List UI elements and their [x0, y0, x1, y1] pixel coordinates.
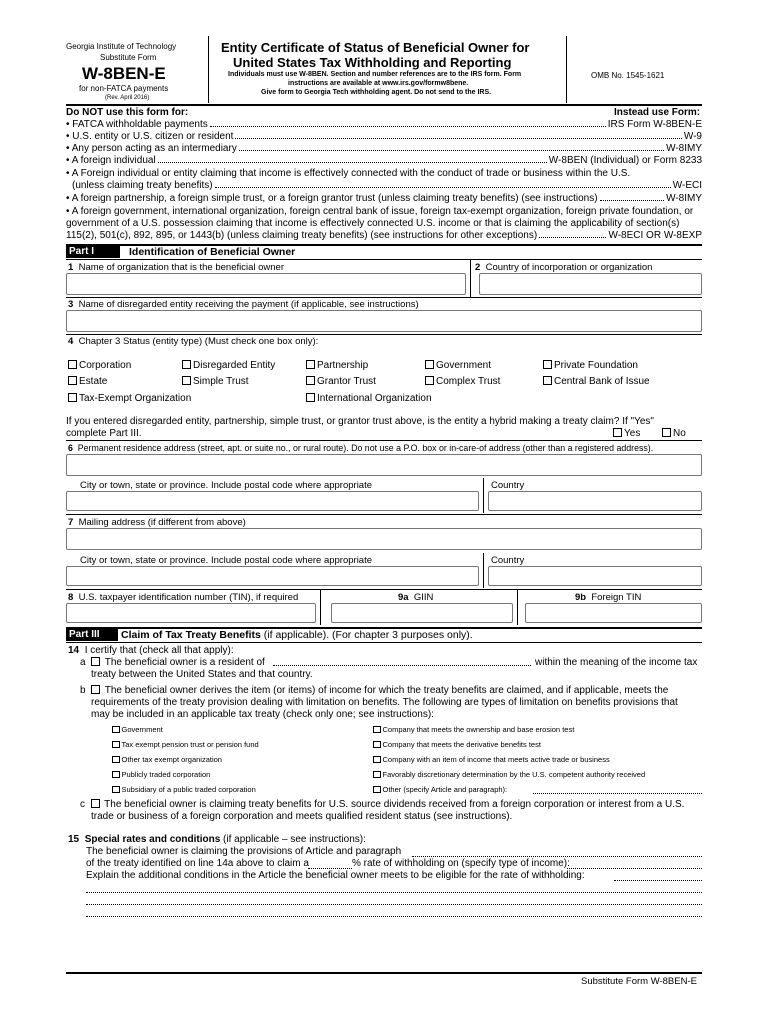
line14b-line2: requirements of the treaty provision dealing with limitation on benefits. The following are types of limitation on benefits provisions that: [91, 697, 678, 708]
part3-title: [121, 629, 473, 641]
hybrid-question-line2: complete Part III.: [66, 428, 142, 439]
donot-row-text: • U.S. entity or U.S. citizen or resident: [66, 131, 234, 142]
country-field[interactable]: [488, 491, 702, 511]
checkbox[interactable]: [425, 376, 434, 385]
part3-label: Part III: [66, 628, 118, 641]
country-label: Country: [491, 480, 525, 491]
checkbox[interactable]: [306, 393, 315, 402]
mailing-address-field[interactable]: [66, 528, 702, 550]
part3-title-bold: Claim of Tax Treaty Benefits: [121, 629, 261, 641]
lob-label: Company with an item of income that meets active trade or business: [382, 755, 610, 764]
income-type-field[interactable]: [567, 868, 702, 869]
footer-form-name: Substitute Form W-8BEN-E: [581, 976, 697, 987]
line-number: 2: [475, 262, 481, 273]
line-text: Foreign TIN: [591, 592, 642, 603]
form-subtitle-3: Give form to Georgia Tech withholding agent. Do not send to the IRS.: [261, 89, 492, 96]
status-label: Estate: [79, 376, 108, 387]
lob-label: Subsidiary of a public traded corporation: [121, 785, 256, 794]
instead-use-heading: Instead use Form:: [614, 107, 701, 118]
checkbox[interactable]: [68, 393, 77, 402]
line-number: 15: [68, 834, 80, 845]
line-text: I certify that (check all that apply):: [84, 645, 234, 656]
line-text: Permanent residence address (street, apt. or suite no., or rural route). Do not use a P.O. box or in-care-of address (other than a registered address).: [77, 443, 654, 453]
part1-label: Part I: [66, 245, 120, 258]
substitute-label: Substitute Form: [100, 53, 157, 62]
donot-row-form: IRS Form W-8BEN-E: [607, 119, 702, 130]
donot-row-form: W-9: [683, 131, 702, 142]
item-text: The beneficial owner is claiming treaty benefits for U.S. source dividends received from a foreign corporation or interest from a U.S.: [104, 799, 685, 810]
donot-row-text: • FATCA withholdable payments: [66, 119, 208, 130]
line4-label: [68, 336, 318, 347]
checkbox[interactable]: [373, 771, 381, 779]
omb-number: OMB No. 1545-1621: [591, 71, 665, 80]
disregarded-entity-field[interactable]: [66, 310, 702, 332]
permanent-address-field[interactable]: [66, 454, 702, 476]
checkbox[interactable]: [112, 756, 120, 764]
city-field[interactable]: [66, 491, 479, 511]
line-text: U.S. taxpayer identification number (TIN), if required: [78, 592, 299, 603]
status-label: Grantor Trust: [317, 376, 376, 387]
item-letter: c: [80, 799, 85, 810]
conditions-field-4[interactable]: [86, 916, 702, 917]
donot-row-text: • Any person acting as an intermediary: [66, 143, 237, 154]
line-text: Name of disregarded entity receiving the payment (if applicable, see instructions): [78, 299, 419, 310]
status-label: Complex Trust: [436, 376, 501, 387]
line-number: 1: [68, 262, 74, 273]
lob-label: Other tax exempt organization: [121, 755, 222, 764]
status-label: Private Foundation: [554, 360, 638, 371]
line6-label: [68, 443, 653, 453]
donot-gov-line1: • A foreign government, international organization, foreign central bank of issue, foreign tax-exempt organization, foreign private foundation, or: [66, 206, 694, 217]
org-name: Georgia Institute of Technology: [66, 42, 177, 51]
conditions-field-3[interactable]: [86, 904, 702, 905]
hybrid-no[interactable]: [662, 428, 686, 439]
checkbox[interactable]: [373, 756, 381, 764]
donot-row-eci: [72, 180, 702, 191]
line-number: 6: [68, 443, 73, 453]
donot-row-individual: [66, 155, 702, 166]
org-name-field[interactable]: [66, 273, 466, 295]
checkbox[interactable]: [182, 360, 191, 369]
lob-label: Company that meets the ownership and base erosion test: [382, 725, 575, 734]
revision-date: (Rev. April 2016): [105, 95, 150, 101]
lob-pension[interactable]: [112, 740, 259, 749]
lob-label: Government: [121, 725, 163, 734]
line15-bold: Special rates and conditions: [84, 834, 221, 845]
country-label: Country: [491, 555, 525, 566]
donot-row-gov: [66, 230, 702, 241]
us-tin-field[interactable]: [66, 603, 316, 623]
line14a-tail: within the meaning of the income tax: [535, 657, 698, 668]
line15-text2a: of the treaty identified on line 14a above to claim a: [86, 858, 309, 869]
hybrid-question-line1: If you entered disregarded entity, partnership, simple trust, or grantor trust above, is the entity a hybrid making a treaty claim? If "Yes": [66, 416, 654, 427]
donot-row-intermediary: [66, 143, 702, 154]
checkbox[interactable]: [425, 360, 434, 369]
checkbox[interactable]: [112, 741, 120, 749]
line14b-line3: may be included in an applicable tax treaty (check only one; see instructions):: [91, 709, 434, 720]
lob-label: Favorably discretionary determination by the U.S. competent authority received: [382, 770, 646, 779]
hybrid-yes[interactable]: [613, 428, 640, 439]
donot-row-text: 115(2), 501(c), 892, 895, or 1443(b) (unless claiming treaty benefits) (see instructions for other exceptions): [66, 230, 538, 241]
line9a-label: [398, 592, 433, 603]
line15-text1: The beneficial owner is claiming the provisions of Article and paragraph: [86, 846, 402, 857]
status-corporation[interactable]: [68, 360, 131, 371]
donot-gov-line2: government of a U.S. possession claiming that income is effectively connected U.S. income or that is claiming the applicability of section(s): [66, 218, 680, 229]
donot-row-form: W-8ECI OR W-8EXP: [608, 230, 702, 241]
checkbox[interactable]: [91, 657, 100, 666]
rate-field[interactable]: [308, 868, 352, 869]
checkbox[interactable]: [543, 376, 552, 385]
line14-label: [68, 645, 234, 656]
country-incorporation-field[interactable]: [479, 273, 702, 295]
status-tax-exempt[interactable]: [68, 393, 191, 404]
line8-label: [68, 592, 298, 603]
line-number: 14: [68, 645, 80, 656]
donot-row-imy: [66, 193, 702, 204]
status-label: Disregarded Entity: [193, 360, 276, 371]
donot-row-form: W-8IMY: [666, 143, 702, 154]
status-government[interactable]: [425, 360, 491, 371]
line-number: 9a: [398, 592, 409, 603]
donot-row-us: [66, 131, 702, 142]
giin-field[interactable]: [331, 603, 513, 623]
part3-title-rest: (if applicable). (For chapter 3 purposes only).: [260, 629, 473, 641]
checkbox[interactable]: [112, 726, 120, 734]
donot-row-form: W-8IMY: [666, 193, 702, 204]
line14b: [80, 685, 668, 696]
status-complex-trust[interactable]: [425, 376, 500, 387]
checkbox[interactable]: [373, 786, 381, 794]
lob-label: Publicly traded corporation: [121, 770, 211, 779]
checkbox[interactable]: [68, 360, 77, 369]
status-label: Central Bank of Issue: [554, 376, 650, 387]
item-letter: b: [80, 685, 86, 696]
lob-publicly-traded[interactable]: [112, 770, 210, 779]
line14a: [80, 657, 265, 668]
line-text: GIIN: [413, 592, 434, 603]
status-disregarded[interactable]: [182, 360, 275, 371]
article-paragraph-field[interactable]: [412, 856, 702, 857]
line14c-line2: trade or business of a foreign corporation and meets qualified resident status (see instructions).: [91, 811, 513, 822]
donot-eci-line1: • A Foreign individual or entity claiming that income is effectively connected with the conduct of trade or business within the U.S.: [66, 168, 631, 179]
line-number: 3: [68, 299, 74, 310]
status-intl-org[interactable]: [306, 393, 432, 404]
line-number: 9b: [575, 592, 587, 603]
foreign-tin-field[interactable]: [525, 603, 702, 623]
status-label: Corporation: [79, 360, 132, 371]
checkbox[interactable]: [68, 376, 77, 385]
donot-row-fatca: [66, 119, 702, 130]
line14c: [80, 799, 684, 810]
part1-title: Identification of Beneficial Owner: [129, 246, 296, 258]
lob-subsidiary[interactable]: [112, 785, 256, 794]
item-text: The beneficial owner derives the item (or items) of income for which the treaty benefits are claimed, and if applicable, meets the: [104, 685, 669, 696]
line7-label: [68, 517, 246, 528]
donot-row-form: W-8BEN (Individual) or Form 8233: [548, 155, 702, 166]
checkbox[interactable]: [91, 799, 100, 808]
line-number: 7: [68, 517, 74, 528]
status-label: Tax-Exempt Organization: [79, 393, 192, 404]
lob-other-tax-exempt[interactable]: [112, 755, 222, 764]
for-non-fatca: for non-FATCA payments: [79, 84, 169, 93]
lob-active-trade[interactable]: [373, 755, 610, 764]
status-partnership[interactable]: [306, 360, 368, 371]
donot-row-text: (unless claiming treaty benefits): [72, 180, 213, 191]
checkbox[interactable]: [112, 786, 120, 794]
lob-label: Tax exempt pension trust or pension fund: [121, 740, 259, 749]
line-number: 8: [68, 592, 74, 603]
checkbox[interactable]: [613, 428, 622, 437]
line14a-line2: treaty between the United States and that country.: [91, 669, 313, 680]
city-label: City or town, state or province. Include postal code where appropriate: [80, 480, 373, 491]
status-label: International Organization: [317, 393, 432, 404]
yes-label: Yes: [624, 428, 641, 439]
donot-row-text: • A foreign partnership, a foreign simple trust, or a foreign grantor trust (unless claiming treaty benefits) (see instructions): [66, 193, 598, 204]
form-subtitle-2: instructions are available at www.irs.gov/formw8bene.: [288, 80, 469, 87]
checkbox[interactable]: [662, 428, 671, 437]
conditions-field-1[interactable]: [614, 880, 702, 881]
line-text: Mailing address (if different from above): [78, 517, 246, 528]
mailing-country-field[interactable]: [488, 566, 702, 586]
status-private-foundation[interactable]: [543, 360, 638, 371]
status-central-bank[interactable]: [543, 376, 650, 387]
form-subtitle-1: Individuals must use W-8BEN. Section and number references are to the IRS form. Form: [228, 71, 522, 78]
lob-label: Other (specify Article and paragraph):: [382, 785, 508, 794]
status-grantor-trust[interactable]: [306, 376, 376, 387]
checkbox[interactable]: [306, 376, 315, 385]
lob-label: Company that meets the derivative benefits test: [382, 740, 541, 749]
line15-rest: (if applicable – see instructions):: [220, 834, 366, 845]
line-text: Name of organization that is the beneficial owner: [78, 262, 285, 273]
mailing-city-field[interactable]: [66, 566, 479, 586]
line-number: 4: [68, 336, 74, 347]
checkbox[interactable]: [112, 771, 120, 779]
line15-text2b: % rate of withholding on (specify type of income):: [352, 858, 570, 869]
lob-other-specify-field[interactable]: [533, 793, 702, 794]
item-text: The beneficial owner is a resident of: [104, 657, 265, 668]
donot-row-text: • A foreign individual: [66, 155, 156, 166]
form-name: W-8BEN-E: [82, 64, 166, 83]
lob-ownership[interactable]: [373, 725, 574, 734]
residence-country-field[interactable]: [273, 665, 531, 666]
checkbox[interactable]: [543, 360, 552, 369]
status-estate[interactable]: [68, 376, 107, 387]
lob-derivative[interactable]: [373, 740, 541, 749]
line9b-label: [575, 592, 641, 603]
line2-label: [475, 262, 652, 273]
checkbox[interactable]: [373, 741, 381, 749]
status-simple-trust[interactable]: [182, 376, 249, 387]
lob-discretionary[interactable]: [373, 770, 645, 779]
line15-label: [68, 834, 366, 845]
line-text: Chapter 3 Status (entity type) (Must check one box only):: [78, 336, 319, 347]
city-label: City or town, state or province. Include postal code where appropriate: [80, 555, 373, 566]
form-title-line1: Entity Certificate of Status of Beneficial Owner for: [221, 40, 530, 55]
donot-row-form: W-ECI: [672, 180, 702, 191]
lob-government[interactable]: [112, 725, 163, 734]
line15-text3: Explain the additional conditions in the Article the beneficial owner meets to be eligible for the rate of withholding:: [86, 870, 585, 881]
status-label: Partnership: [317, 360, 369, 371]
checkbox[interactable]: [91, 685, 100, 694]
do-not-use-heading: Do NOT use this form for:: [66, 107, 189, 118]
status-label: Simple Trust: [193, 376, 249, 387]
checkbox[interactable]: [373, 726, 381, 734]
conditions-field-2[interactable]: [86, 892, 702, 893]
line-text: Country of incorporation or organization: [485, 262, 653, 273]
status-label: Government: [436, 360, 492, 371]
item-letter: a: [80, 657, 86, 668]
checkbox[interactable]: [182, 376, 191, 385]
lob-other[interactable]: [373, 785, 507, 794]
checkbox[interactable]: [306, 360, 315, 369]
no-label: No: [673, 428, 686, 439]
line1-label: [68, 262, 284, 273]
line3-label: [68, 299, 419, 310]
form-title-line2: United States Tax Withholding and Reporting: [233, 55, 512, 70]
